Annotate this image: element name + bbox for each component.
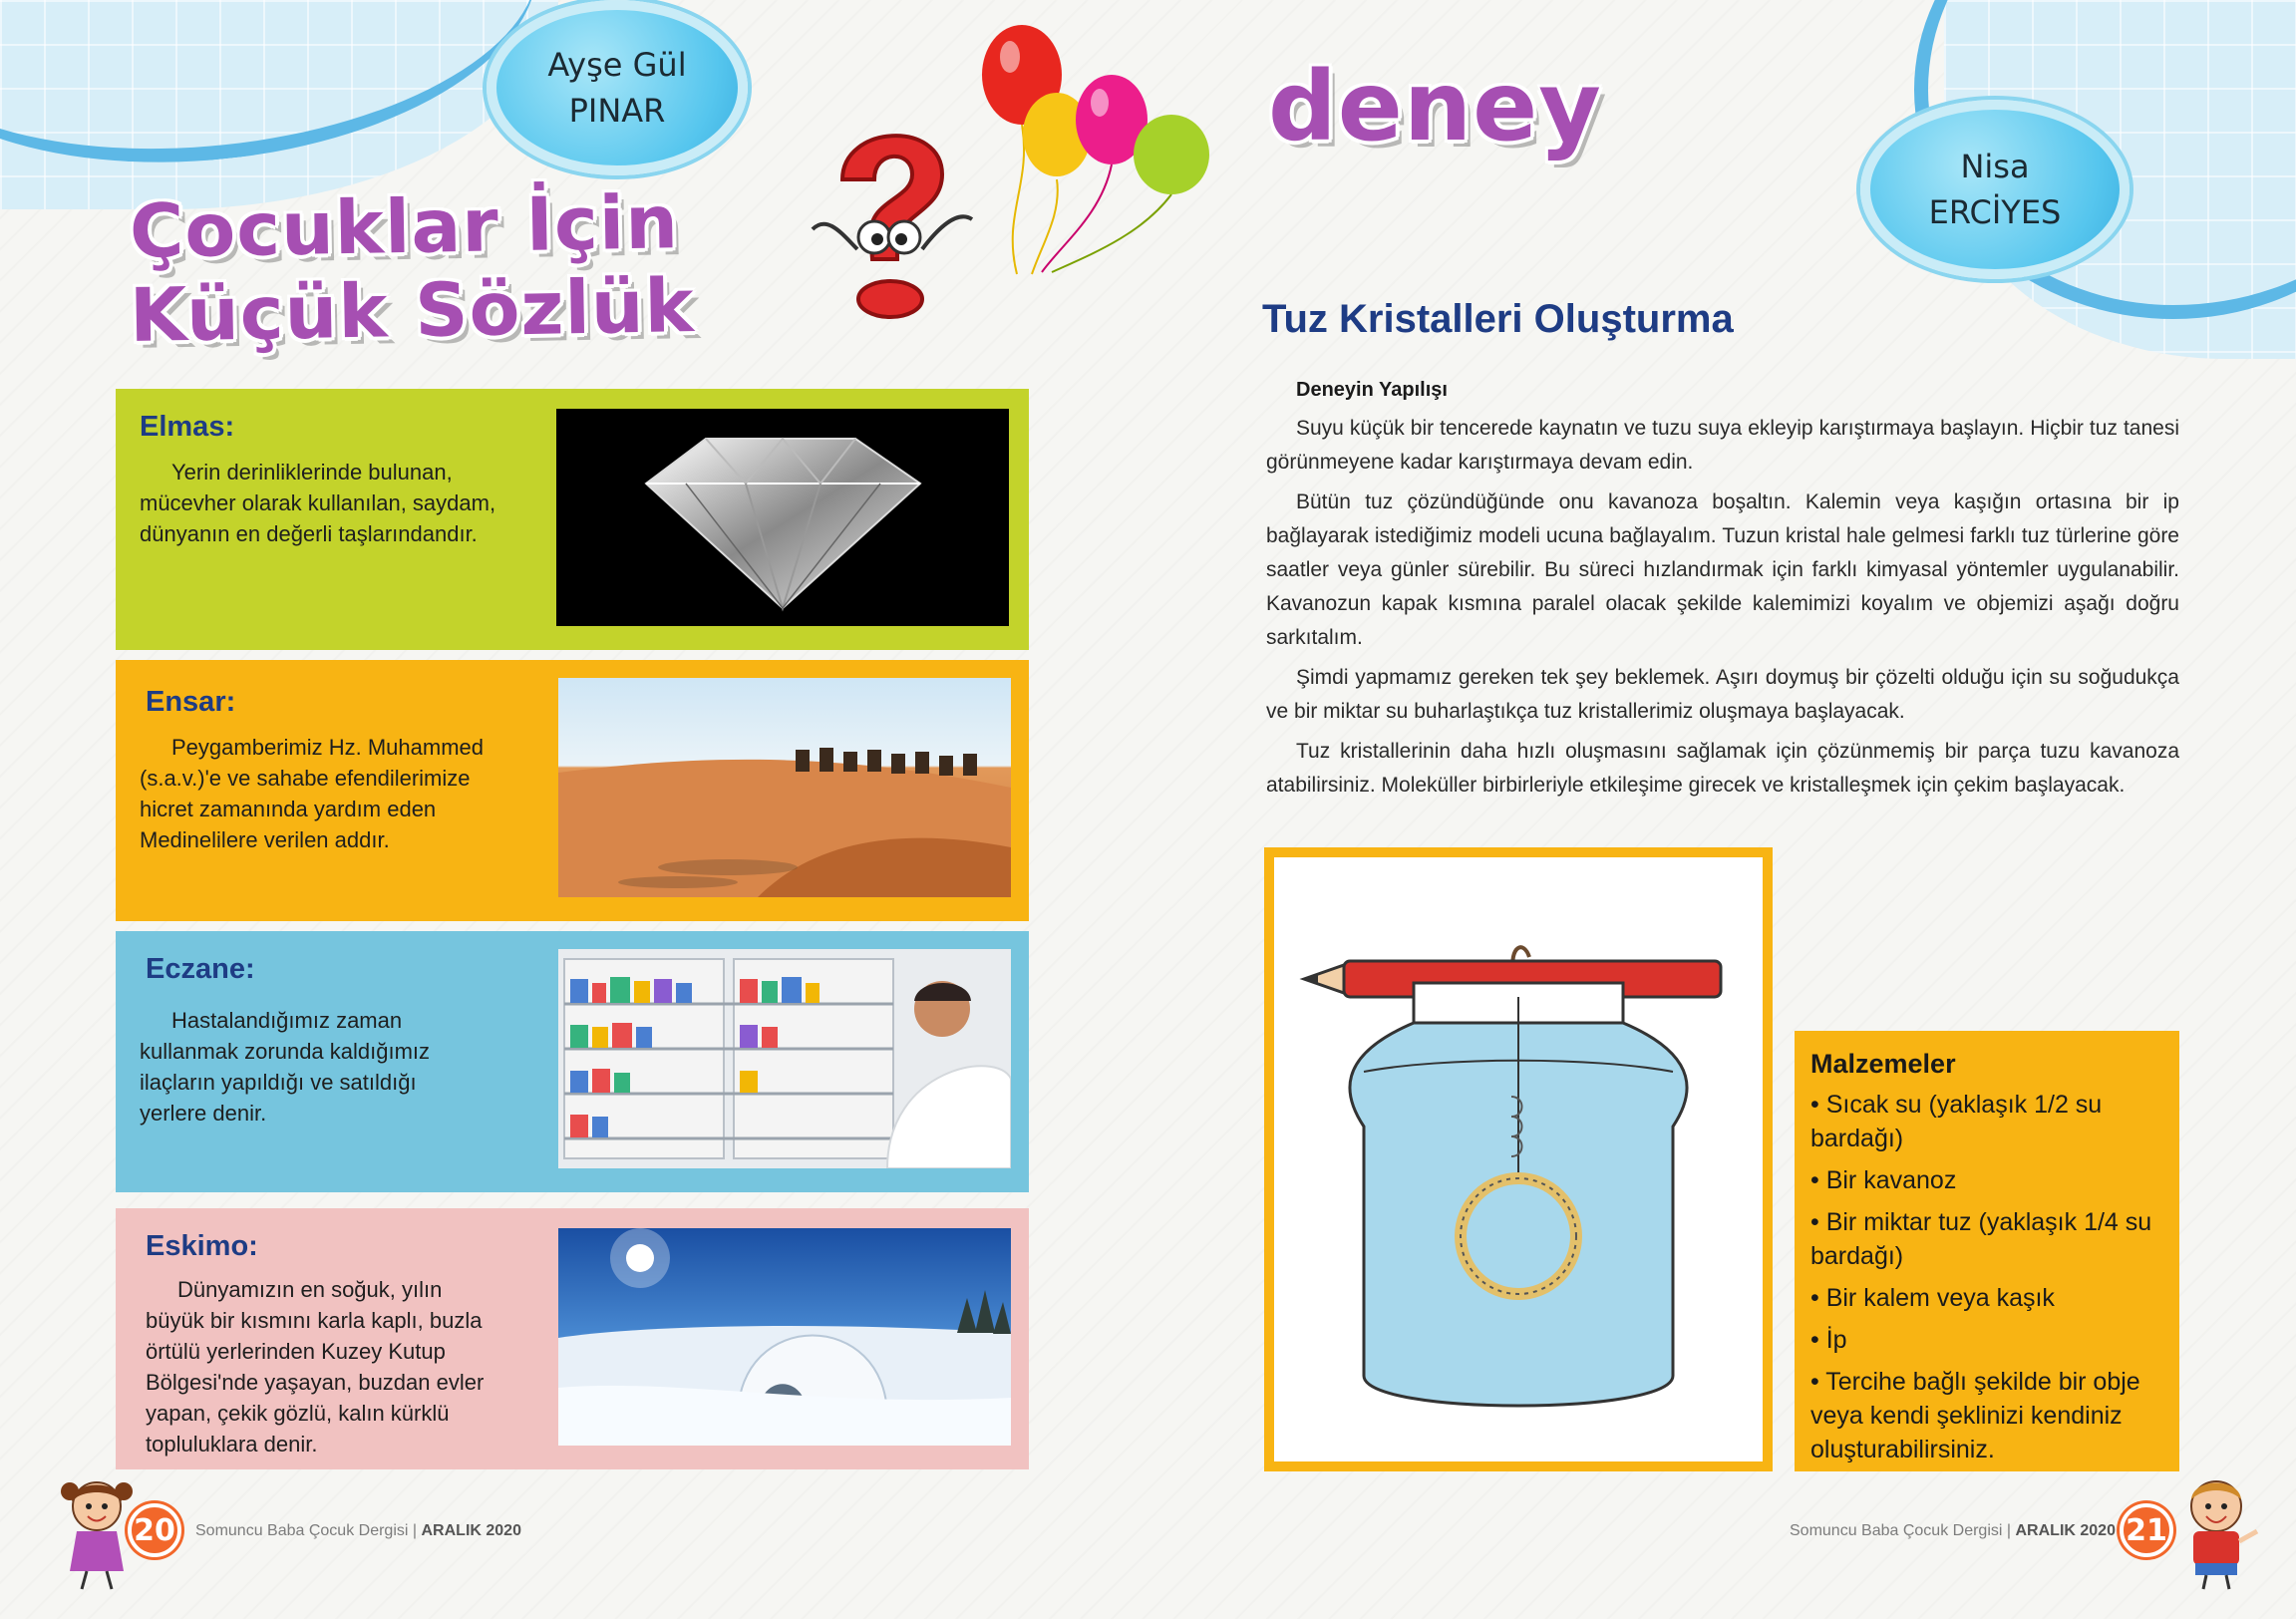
- balloons-icon: [972, 15, 1231, 284]
- right-page-number: 21: [2120, 1503, 2173, 1557]
- materials-item: • Bir miktar tuz (yaklaşık 1/4 su bardağı): [1810, 1208, 2152, 1270]
- diamond-photo: [556, 409, 1009, 626]
- footer-magazine: Somuncu Baba Çocuk Dergisi: [195, 1522, 409, 1539]
- materials-item: • Sıcak su (yaklaşık 1/2 su bardağı): [1810, 1091, 2103, 1152]
- left-author-bubble: [487, 0, 748, 175]
- materials-list: [1810, 1088, 2163, 1466]
- left-author-last-name: PINAR: [568, 92, 666, 130]
- dictionary-title-line1: Çocuklar İçin: [129, 179, 680, 275]
- entry-definition: Peygamberimiz Hz. Muhammed (s.a.v.)'e ve sahabe efendilerimize hicret zamanında yardım eden Medinelilere verilen addır.: [140, 735, 484, 852]
- footer-issue: ARALIK 2020: [2015, 1522, 2116, 1539]
- materials-item: • İp: [1810, 1326, 1847, 1354]
- materials-item: • Bir kalem veya kaşık: [1810, 1284, 2055, 1312]
- jar-illustration: [1264, 847, 1773, 1471]
- right-author-last-name: ERCİYES: [1928, 193, 2062, 231]
- boy-character-icon: [2171, 1471, 2261, 1591]
- dictionary-entry-eskimo: [116, 1208, 1029, 1469]
- section-title: deney: [1268, 51, 1602, 162]
- igloo-photo: [558, 1228, 1011, 1446]
- materials-item: • Tercihe bağlı şekilde bir obje veya kendi şeklinizi kendiniz oluşturabilirsiniz.: [1810, 1368, 2140, 1463]
- footer-separator: |: [412, 1522, 418, 1539]
- question-mark-character-icon: [803, 110, 982, 324]
- materials-box: [1795, 1031, 2179, 1471]
- entry-definition: Dünyamızın en soğuk, yılın büyük bir kısmını karla kaplı, buzla örtülü yerlerinden Kuzey Kutup Bölgesi'nde yaşayan, buzdan evler yapan, çekik gözlü, kalın kürklü topluluklara denir.: [146, 1277, 485, 1457]
- article-subheading: Deneyin Yapılışı: [1296, 379, 1448, 401]
- left-footer: [195, 1522, 521, 1540]
- pharmacy-photo: [558, 949, 1011, 1168]
- desert-caravan-photo: [558, 678, 1011, 897]
- right-footer: [1790, 1522, 2116, 1540]
- right-author-first-name: Nisa: [1960, 148, 2030, 185]
- materials-heading: Malzemeler: [1810, 1049, 1956, 1079]
- entry-definition: Yerin derinliklerinde bulunan, mücevher olarak kullanılan, saydam, dünyanın en değerli taşlarındandır.: [140, 460, 496, 546]
- dictionary-entry-elmas: [116, 389, 1029, 650]
- dictionary-title-line2: Küçük Sözlük: [129, 263, 696, 359]
- footer-issue: ARALIK 2020: [421, 1522, 521, 1539]
- footer-separator: |: [2006, 1522, 2012, 1539]
- entry-term: Eskimo:: [146, 1230, 258, 1262]
- article-body: [1266, 379, 2179, 803]
- left-author-first-name: Ayşe Gül: [547, 46, 687, 84]
- article-title: Tuz Kristalleri Oluşturma: [1262, 297, 1734, 341]
- article-paragraph: Bütün tuz çözündüğünde onu kavanoza boşaltın. Kalemin veya kaşığın ortasına bir ip bağlayarak istediğimiz modeli ucuna bağlayalım. Tuzun kristal hale gelmesi farklı tuz türlerine göre saatler veya günler sürebilir. Bu süreci hızlandırmak için farklı kimyasal yöntemler uygulanabilir. Kavanozun kapak kısmına paralel olacak şekilde kalemimizi koyalım ve objemizi aşağı doğru sarkıtalım.: [1266, 490, 2179, 649]
- article-paragraph: Şimdi yapmamız gereken tek şey beklemek. Aşırı doymuş bir çözelti olduğu için su soğudukça ve bir miktar su buharlaştıkça tuz kristallerimiz oluşmaya başlayacak.: [1266, 666, 2179, 723]
- article-paragraph: Tuz kristallerinin daha hızlı oluşmasını sağlamak için çözünmemiş bir parça tuzu kavanoza atabilirsiniz. Moleküller birbirleriyle etkileşime girecek ve kristalleşmek için çekim başlayacak.: [1266, 740, 2179, 797]
- article-paragraph: Suyu küçük bir tencerede kaynatın ve tuzu suya ekleyip karıştırmaya başlayın. Hiçbir tuz tanesi görünmeyene kadar karıştırmaya devam edin.: [1266, 417, 2179, 474]
- materials-item: • Bir kavanoz: [1810, 1166, 1957, 1194]
- left-page-number: 20: [128, 1503, 181, 1557]
- dictionary-entry-ensar: [116, 660, 1029, 921]
- dictionary-entry-eczane: [116, 931, 1029, 1192]
- entry-definition: Hastalandığımız zaman kullanmak zorunda kaldığımız ilaçların yapıldığı ve satıldığı yerlere denir.: [140, 1008, 431, 1126]
- footer-magazine: Somuncu Baba Çocuk Dergisi: [1790, 1522, 2003, 1539]
- entry-term: Ensar:: [146, 686, 236, 718]
- entry-term: Eczane:: [146, 953, 255, 985]
- entry-term: Elmas:: [140, 411, 235, 443]
- right-author-bubble: [1860, 100, 2130, 279]
